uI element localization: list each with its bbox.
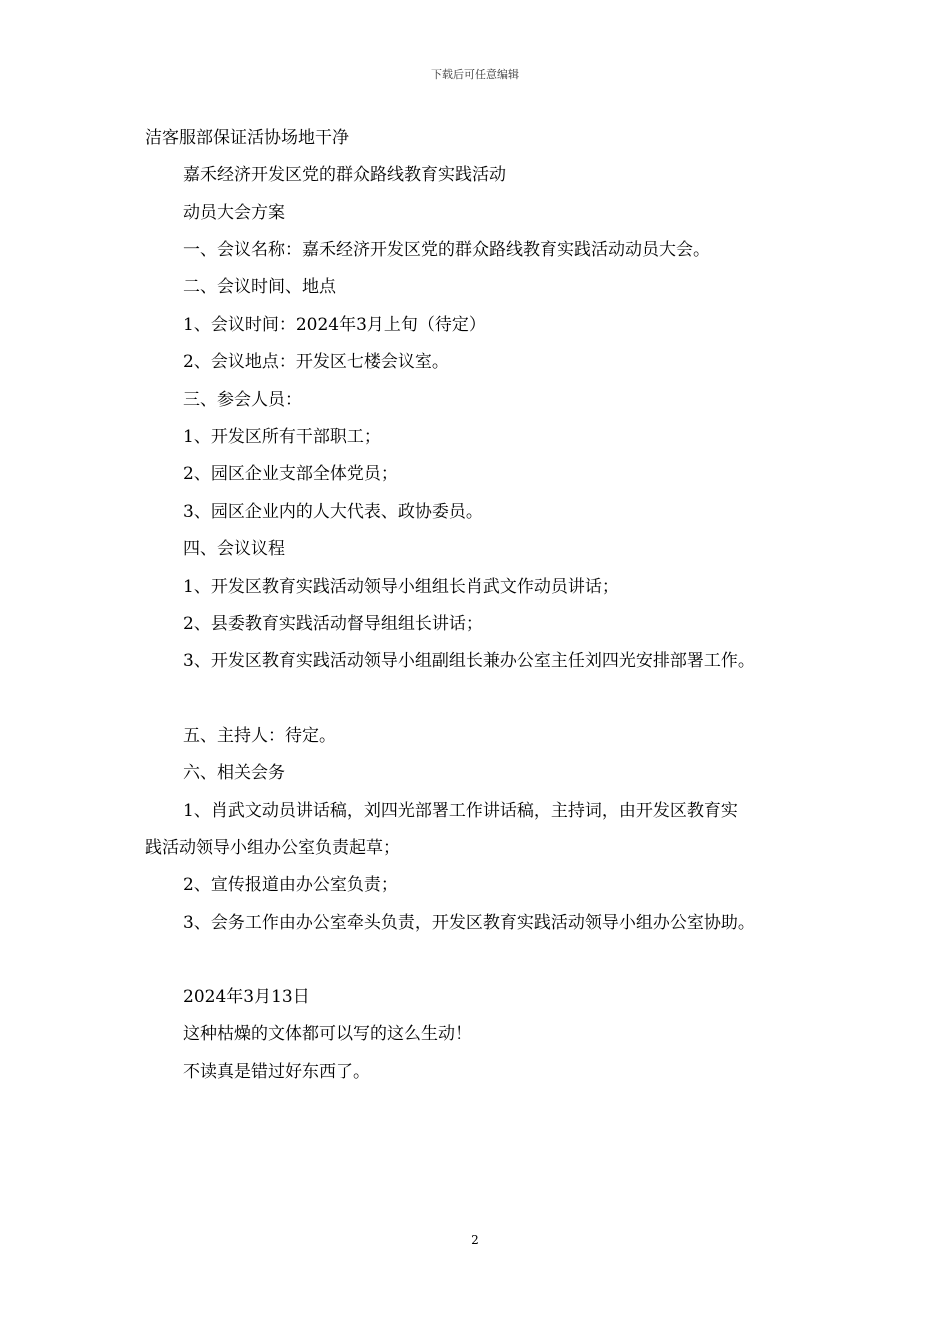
- text-line: 2、县委教育实践活动督导组组长讲话；: [183, 614, 483, 634]
- text-line: 三、参会人员：: [183, 390, 302, 410]
- text-line: 1、开发区教育实践活动领导小组组长肖武文作动员讲话；: [183, 577, 619, 597]
- text-line: 这种枯燥的文体都可以写的这么生动！: [183, 1024, 472, 1044]
- text-line: 五、主持人：待定。: [183, 726, 336, 746]
- text-line: 2、会议地点：开发区七楼会议室。: [183, 352, 449, 372]
- text-line: 2、宣传报道由办公室负责；: [183, 875, 398, 895]
- page-header: 下载后可任意编辑: [431, 68, 519, 81]
- text-line: 洁客服部保证活协场地干净: [145, 128, 349, 148]
- text-line: 嘉禾经济开发区党的群众路线教育实践活动: [183, 165, 506, 185]
- text-line: 二、会议时间、地点: [183, 277, 336, 297]
- text-line: 一、会议名称：嘉禾经济开发区党的群众路线教育实践活动动员大会。: [183, 240, 710, 260]
- text-line: 六、相关会务: [183, 763, 285, 783]
- text-line: 践活动领导小组办公室负责起草；: [145, 838, 400, 858]
- text-line: 3、会务工作由办公室牵头负责，开发区教育实践活动领导小组办公室协助。: [183, 913, 755, 933]
- text-line: 1、会议时间：2024年3月上旬（待定）: [183, 315, 486, 335]
- text-line: 2、园区企业支部全体党员；: [183, 464, 398, 484]
- page-number: 2: [471, 1233, 479, 1247]
- text-line: 2024年3月13日: [183, 987, 310, 1007]
- text-line: 不读真是错过好东西了。: [183, 1062, 370, 1082]
- text-line: 3、园区企业内的人大代表、政协委员。: [183, 502, 483, 522]
- text-line: 1、肖武文动员讲话稿，刘四光部署工作讲话稿，主持词，由开发区教育实: [183, 801, 738, 821]
- text-line: 3、开发区教育实践活动领导小组副组长兼办公室主任刘四光安排部署工作。: [183, 651, 755, 671]
- text-line: 四、会议议程: [183, 539, 285, 559]
- text-line: 动员大会方案: [183, 203, 285, 223]
- text-line: 1、开发区所有干部职工；: [183, 427, 381, 447]
